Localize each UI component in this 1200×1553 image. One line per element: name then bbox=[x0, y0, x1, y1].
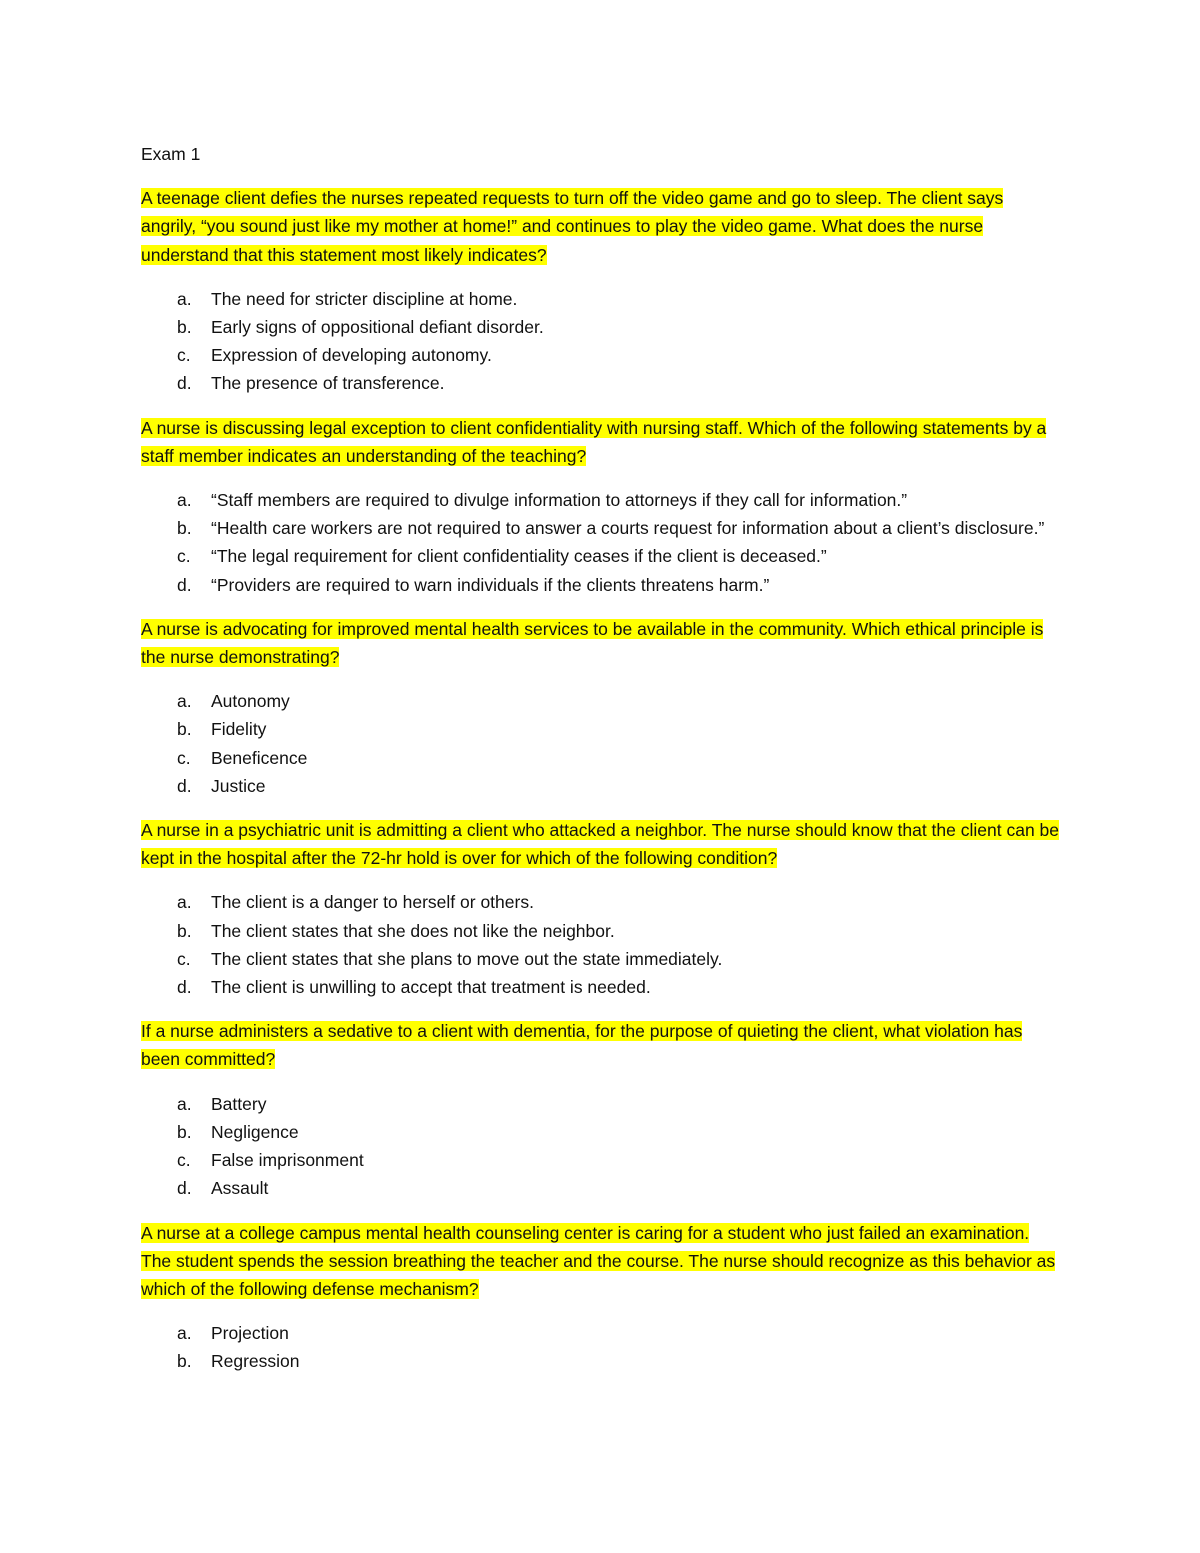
option-letter: a. bbox=[177, 490, 192, 511]
answer-option bbox=[141, 973, 1061, 1001]
option-text: Early signs of oppositional defiant disorder. bbox=[211, 317, 544, 338]
question-4 bbox=[141, 816, 1061, 872]
option-text: The presence of transference. bbox=[211, 373, 445, 394]
option-text: Expression of developing autonomy. bbox=[211, 345, 492, 366]
answer-option bbox=[141, 1090, 1061, 1118]
answer-option bbox=[141, 917, 1061, 945]
option-letter: b. bbox=[177, 317, 192, 338]
option-text: The client states that she plans to move out the state immediately. bbox=[211, 948, 723, 969]
answer-options bbox=[141, 1319, 1061, 1375]
option-letter: c. bbox=[177, 1150, 191, 1171]
option-letter: a. bbox=[177, 288, 192, 309]
question-text bbox=[141, 1017, 1061, 1073]
question-text bbox=[141, 816, 1061, 872]
question-highlight: If a nurse administers a sedative to a client with dementia, for the purpose of quieting the client, what violation has been committed? bbox=[141, 1021, 1023, 1070]
answer-option bbox=[141, 313, 1061, 341]
page-title: Exam 1 bbox=[141, 144, 201, 164]
option-text: Projection bbox=[211, 1323, 289, 1344]
question-highlight: A nurse in a psychiatric unit is admitting a client who attacked a neighbor. The nurse should know that the client can be kept in the hospital after the 72-hr hold is over for which of the following condition? bbox=[141, 820, 1059, 869]
option-letter: c. bbox=[177, 948, 191, 969]
option-letter: a. bbox=[177, 1323, 192, 1344]
option-text: Fidelity bbox=[211, 719, 267, 740]
option-letter: a. bbox=[177, 1093, 192, 1114]
answer-option bbox=[141, 772, 1061, 800]
option-text: False imprisonment bbox=[211, 1150, 364, 1171]
option-letter: c. bbox=[177, 747, 191, 768]
option-text: “Providers are required to warn individuals if the clients threatens harm.” bbox=[211, 574, 770, 595]
option-text: Battery bbox=[211, 1093, 267, 1114]
option-letter: c. bbox=[177, 546, 191, 567]
question-1 bbox=[141, 184, 1061, 269]
answer-options bbox=[141, 1090, 1061, 1203]
question-text bbox=[141, 615, 1061, 671]
option-text: “Staff members are required to divulge information to attorneys if they call for information.” bbox=[211, 490, 908, 511]
question-highlight: A nurse is discussing legal exception to client confidentiality with nursing staff. Which of the following statements by a staff member indicates an understanding of the teaching? bbox=[141, 417, 1047, 466]
answer-option bbox=[141, 744, 1061, 772]
option-text: Regression bbox=[211, 1351, 300, 1372]
answer-option bbox=[141, 341, 1061, 369]
question-3 bbox=[141, 615, 1061, 671]
answer-option bbox=[141, 715, 1061, 743]
question-highlight: A nurse at a college campus mental health counseling center is caring for a student who just failed an examination. The student spends the session breathing the teacher and the course. The nurse should recognize as this behavior as which of the following defense mechanism? bbox=[141, 1222, 1056, 1299]
question-text bbox=[141, 1219, 1061, 1304]
option-letter: b. bbox=[177, 1351, 192, 1372]
answer-option bbox=[141, 1347, 1061, 1375]
answer-options bbox=[141, 687, 1061, 800]
option-letter: b. bbox=[177, 1121, 192, 1142]
answer-option bbox=[141, 945, 1061, 973]
question-5 bbox=[141, 1017, 1061, 1073]
option-text: Autonomy bbox=[211, 691, 290, 712]
answer-option bbox=[141, 285, 1061, 313]
option-letter: b. bbox=[177, 518, 192, 539]
question-highlight: A nurse is advocating for improved mental health services to be available in the community. Which ethical principle is the nurse demonstrating? bbox=[141, 618, 1044, 668]
option-letter: d. bbox=[177, 1178, 192, 1199]
option-letter: b. bbox=[177, 920, 192, 941]
question-6 bbox=[141, 1219, 1061, 1304]
question-2 bbox=[141, 414, 1061, 470]
option-text: Assault bbox=[211, 1178, 269, 1199]
option-letter: d. bbox=[177, 574, 192, 595]
answer-option bbox=[141, 1118, 1061, 1146]
option-text: The need for stricter discipline at home. bbox=[211, 288, 518, 309]
option-letter: a. bbox=[177, 691, 192, 712]
answer-option bbox=[141, 888, 1061, 916]
question-text bbox=[141, 184, 1061, 269]
option-text: Justice bbox=[211, 775, 266, 796]
option-text: Beneficence bbox=[211, 747, 308, 768]
option-text: “The legal requirement for client confidentiality ceases if the client is deceased.” bbox=[211, 546, 827, 567]
option-letter: a. bbox=[177, 892, 192, 913]
answer-option bbox=[141, 369, 1061, 397]
option-letter: d. bbox=[177, 977, 192, 998]
answer-option bbox=[141, 571, 1061, 599]
option-letter: c. bbox=[177, 345, 191, 366]
option-text: The client is unwilling to accept that treatment is needed. bbox=[211, 977, 651, 998]
option-text: Negligence bbox=[211, 1121, 299, 1142]
answer-options bbox=[141, 486, 1061, 599]
answer-options bbox=[141, 888, 1061, 1001]
question-highlight: A teenage client defies the nurses repeated requests to turn off the video game and go to sleep. The client says angrily, “you sound just like my mother at home!” and continues to play the video game. What does the nurse understand that this statement most likely indicates? bbox=[141, 188, 1004, 265]
answer-options bbox=[141, 285, 1061, 398]
option-text: The client is a danger to herself or others. bbox=[211, 892, 534, 913]
option-letter: d. bbox=[177, 775, 192, 796]
answer-option bbox=[141, 514, 1061, 542]
answer-option bbox=[141, 1319, 1061, 1347]
answer-option bbox=[141, 1146, 1061, 1174]
option-letter: d. bbox=[177, 373, 192, 394]
answer-option bbox=[141, 687, 1061, 715]
option-text: The client states that she does not like the neighbor. bbox=[211, 920, 615, 941]
question-text bbox=[141, 414, 1061, 470]
answer-option bbox=[141, 486, 1061, 514]
answer-option bbox=[141, 1174, 1061, 1202]
option-text: “Health care workers are not required to answer a courts request for information about a client’s disclosure.” bbox=[211, 518, 1045, 539]
document-page bbox=[141, 140, 1061, 1392]
answer-option bbox=[141, 542, 1061, 570]
option-letter: b. bbox=[177, 719, 192, 740]
